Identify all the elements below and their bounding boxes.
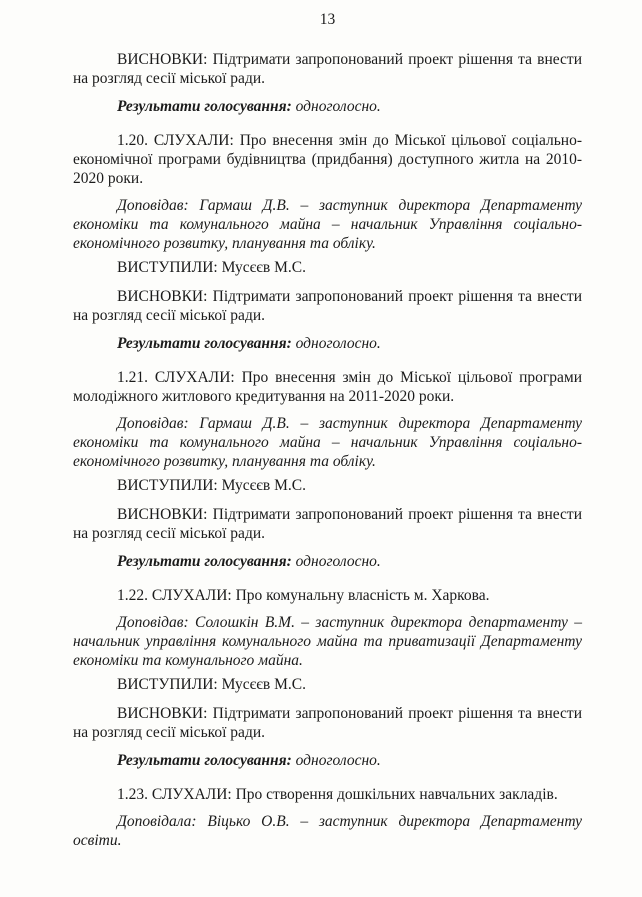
agenda-item-label: 1.21. СЛУХАЛИ:	[117, 369, 235, 386]
reporter-text: Гармаш Д.В. – заступник директора Департаменту економіки та комунального майна – начальник Управління соціально-економічного розвитку, планування та обліку.	[73, 415, 583, 470]
page-number: 13	[319, 11, 336, 28]
vote-result-text: одноголосно.	[295, 553, 381, 570]
conclusion-label: ВИСНОВКИ:	[117, 51, 208, 68]
vote-result-label: Результати голосування:	[117, 98, 292, 115]
conclusion-label: ВИСНОВКИ:	[117, 705, 208, 722]
vote-result-paragraph	[73, 334, 582, 353]
conclusion-paragraph	[73, 50, 582, 88]
reporter-paragraph	[73, 414, 582, 471]
speakers-paragraph	[73, 675, 582, 694]
agenda-item-paragraph	[73, 586, 582, 605]
speakers-text: Мусєєв М.С.	[221, 477, 306, 494]
conclusion-paragraph	[73, 704, 582, 742]
speakers-label: ВИСТУПИЛИ:	[117, 259, 218, 276]
speakers-text: Мусєєв М.С.	[221, 676, 306, 693]
agenda-item-text: Про створення дошкільних навчальних закладів.	[235, 786, 558, 803]
agenda-item-text: Про внесення змін до Міської цільової програми молодіжного житлового кредитування на 2011-2020 роки.	[73, 369, 583, 405]
vote-result-text: одноголосно.	[295, 335, 381, 352]
vote-result-paragraph	[73, 552, 582, 571]
speakers-paragraph	[73, 258, 582, 277]
vote-result-paragraph	[73, 97, 582, 116]
agenda-item-text: Про комунальну власність м. Харкова.	[235, 587, 490, 604]
conclusion-text: Підтримати запропонований проект рішення та внести на розгляд сесії міської ради.	[73, 288, 582, 324]
vote-result-paragraph	[73, 751, 582, 770]
speakers-paragraph	[73, 476, 582, 495]
agenda-item-text: Про внесення змін до Міської цільової соціально-економічної програми будівництва (придбання) доступного житла на 2010-2020 роки.	[73, 132, 583, 187]
conclusion-paragraph	[73, 505, 582, 543]
conclusion-text: Підтримати запропонований проект рішення та внести на розгляд сесії міської ради.	[73, 506, 582, 542]
agenda-item-paragraph	[73, 131, 582, 188]
conclusion-text: Підтримати запропонований проект рішення та внести на розгляд сесії міської ради.	[73, 705, 582, 741]
conclusion-text: Підтримати запропонований проект рішення та внести на розгляд сесії міської ради.	[73, 51, 582, 87]
reporter-label: Доповідав:	[117, 415, 189, 432]
vote-result-text: одноголосно.	[295, 752, 381, 769]
vote-result-label: Результати голосування:	[117, 335, 292, 352]
reporter-label: Доповідав:	[117, 197, 189, 214]
conclusion-label: ВИСНОВКИ:	[117, 506, 208, 523]
conclusion-paragraph	[73, 287, 582, 325]
speakers-label: ВИСТУПИЛИ:	[117, 676, 218, 693]
agenda-item-label: 1.23. СЛУХАЛИ:	[117, 786, 232, 803]
reporter-text: Гармаш Д.В. – заступник директора Департаменту економіки та комунального майна – начальник Управління соціально-економічного розвитку, планування та обліку.	[73, 197, 583, 252]
vote-result-text: одноголосно.	[295, 98, 381, 115]
agenda-item-paragraph	[73, 368, 582, 406]
agenda-item-label: 1.20. СЛУХАЛИ:	[117, 132, 234, 149]
vote-result-label: Результати голосування:	[117, 752, 292, 769]
agenda-item-label: 1.22. СЛУХАЛИ:	[117, 587, 232, 604]
reporter-text: Солошкін В.М. – заступник директора департаменту – начальник управління комунального майна та приватизації Департаменту економіки та комунального майна.	[73, 614, 582, 669]
reporter-text: Віцько О.В. – заступник директора Департаменту освіти.	[73, 813, 583, 849]
speakers-label: ВИСТУПИЛИ:	[117, 477, 218, 494]
reporter-label: Доповідала:	[117, 813, 197, 830]
reporter-paragraph	[73, 812, 582, 850]
conclusion-label: ВИСНОВКИ:	[117, 288, 208, 305]
reporter-paragraph	[73, 613, 582, 670]
vote-result-label: Результати голосування:	[117, 553, 292, 570]
speakers-text: Мусєєв М.С.	[221, 259, 306, 276]
reporter-label: Доповідав:	[117, 614, 189, 631]
agenda-item-paragraph	[73, 785, 582, 804]
reporter-paragraph	[73, 196, 582, 253]
